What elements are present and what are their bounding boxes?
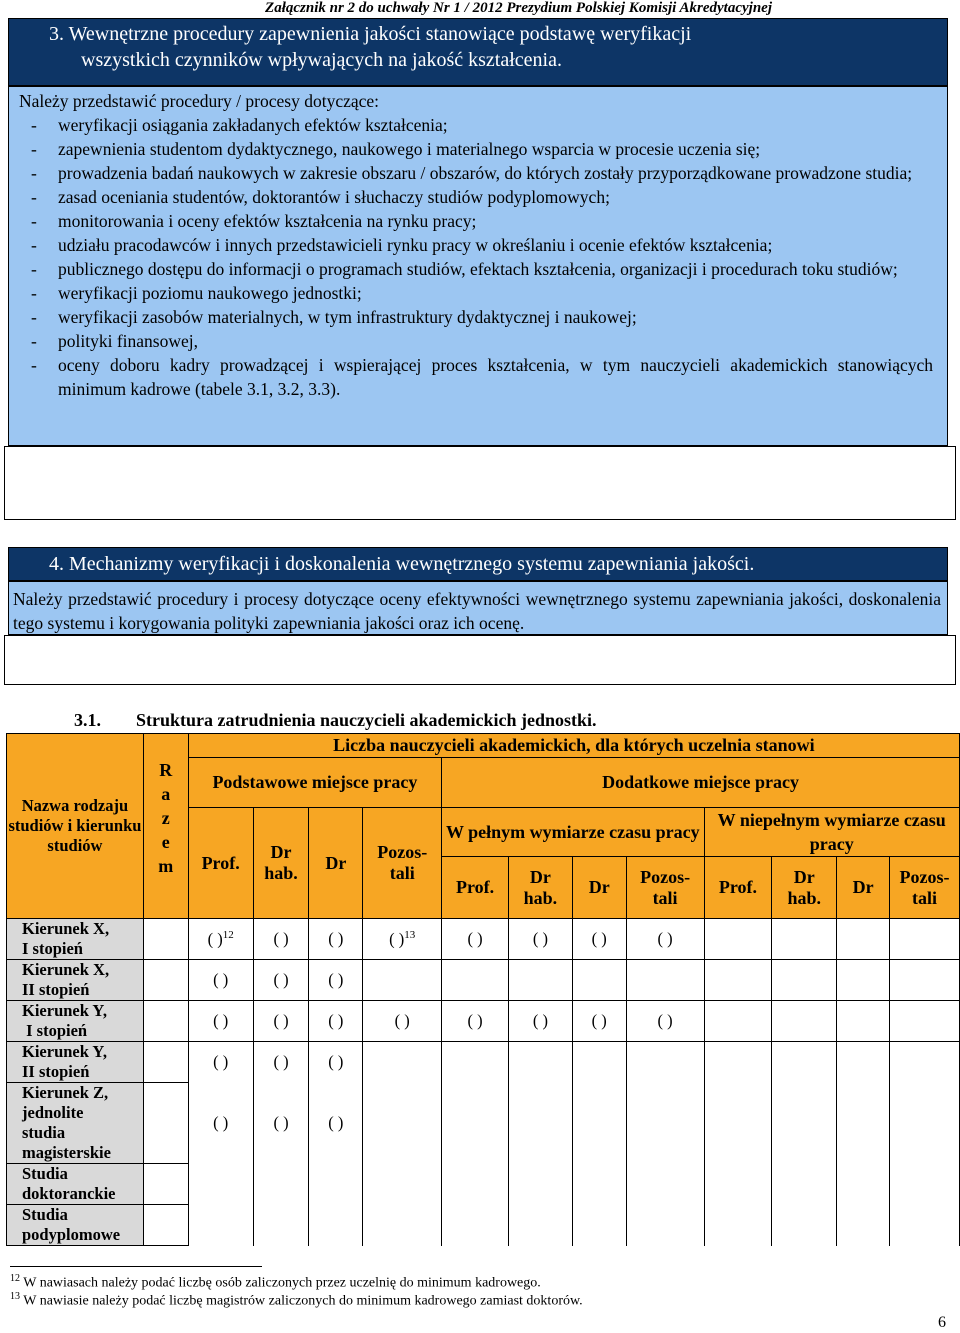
count-placeholder: ( ) <box>657 1011 673 1030</box>
list-dash: - <box>31 235 37 255</box>
count-placeholder: ( ) <box>532 929 548 948</box>
header-niepelny-poz-l1: Pozos- <box>899 866 950 887</box>
header-niepelny: W niepełnym wymiarze czasu pracy <box>704 808 960 857</box>
row-study-name-line: podyplomowe <box>22 1225 121 1244</box>
count-placeholder: ( ) <box>591 1011 607 1030</box>
row-count-cell[interactable] <box>188 1164 253 1205</box>
section4-title <box>8 547 948 581</box>
row-count-cell[interactable] <box>772 960 837 1001</box>
row-study-name-line: jednolite <box>22 1103 84 1122</box>
row-razem-cell[interactable] <box>143 1205 188 1246</box>
table-row <box>7 1164 960 1205</box>
row-count-cell[interactable] <box>626 1205 704 1246</box>
header-dodatkowe: Dodatkowe miejsce pracy <box>442 758 960 808</box>
row-count-cell[interactable] <box>508 1164 572 1205</box>
header-razem-letter: e <box>161 831 170 852</box>
count-placeholder: ( ) <box>273 970 289 989</box>
section3-item-text: weryfikacji poziomu naukowego jednostki; <box>58 283 362 303</box>
row-count-cell[interactable] <box>890 1001 960 1042</box>
list-dash: - <box>31 331 37 351</box>
row-count-cell[interactable] <box>890 1205 960 1246</box>
table-row <box>7 1042 960 1083</box>
row-count-cell[interactable] <box>363 1164 442 1205</box>
table-row <box>7 1083 960 1164</box>
header-blank <box>143 734 188 758</box>
table31-number: 3.1. <box>74 710 101 730</box>
count-placeholder: ( ) <box>213 1113 229 1132</box>
list-dash: - <box>31 187 37 207</box>
count-placeholder: ( ) <box>213 1011 229 1030</box>
section3-item <box>19 353 933 401</box>
count-placeholder: ( ) <box>328 970 344 989</box>
header-pelny-dr: Dr <box>572 857 626 919</box>
count-placeholder: ( ) <box>273 1113 289 1132</box>
list-dash: - <box>31 355 37 375</box>
row-count-cell[interactable] <box>572 1164 626 1205</box>
row-study-name-line: II stopień <box>22 1062 90 1081</box>
header-pelny-drhab-l1: Dr <box>529 866 551 887</box>
list-dash: - <box>31 139 37 159</box>
row-count-cell[interactable] <box>572 960 626 1001</box>
row-count-cell[interactable] <box>309 1205 363 1246</box>
count-placeholder: ( ) <box>328 929 344 948</box>
row-count-cell[interactable] <box>704 1205 772 1246</box>
row-count-cell[interactable] <box>188 1001 253 1042</box>
row-study-name <box>7 919 144 960</box>
row-count-cell[interactable] <box>508 1205 572 1246</box>
page-number: 6 <box>938 1314 946 1331</box>
row-count-cell[interactable] <box>837 1205 890 1246</box>
row-count-cell[interactable] <box>442 960 509 1001</box>
row-count-cell[interactable] <box>626 919 704 960</box>
row-count-cell[interactable] <box>572 919 626 960</box>
section3-item <box>19 257 933 281</box>
header-razem-letter: m <box>158 855 174 876</box>
row-count-cell[interactable] <box>508 1001 572 1042</box>
count-placeholder: ( ) <box>657 929 673 948</box>
section3-title-line1: 3. Wewnętrzne procedury zapewnienia jakości stanowiące podstawę weryfikacji <box>49 23 692 45</box>
row-study-name <box>7 1205 144 1246</box>
list-dash: - <box>31 307 37 327</box>
header-niepelny-dr: Dr <box>837 857 890 919</box>
footnote-13 <box>10 1291 583 1310</box>
section3-item <box>19 233 933 257</box>
section3-item-text: oceny doboru kadry prowadzącej i wspierającej proces kształcenia, w tym nauczycieli akademickich stanowiących minimum kadrowe (tabele 3.1, 3.2, 3.3). <box>58 355 933 399</box>
section3-item-list <box>19 113 933 401</box>
row-study-name-line: I stopień <box>22 1021 88 1040</box>
row-count-cell[interactable] <box>253 1164 309 1205</box>
row-count-cell[interactable] <box>626 1164 704 1205</box>
row-count-cell[interactable] <box>704 1164 772 1205</box>
row-count-cell[interactable] <box>890 1083 960 1164</box>
header-pelny-drhab <box>508 857 572 919</box>
row-count-cell[interactable] <box>363 960 442 1001</box>
row-count-cell[interactable] <box>772 1205 837 1246</box>
header-podst-drhab-l1: Dr <box>270 842 292 862</box>
row-count-cell[interactable] <box>508 960 572 1001</box>
section3-answer-field[interactable] <box>4 446 956 520</box>
header-razem-letter: z <box>161 807 170 828</box>
row-study-name <box>7 1083 144 1164</box>
footnote-12-number: 12 <box>10 1273 20 1284</box>
row-count-cell[interactable] <box>704 1042 772 1083</box>
section3-item <box>19 305 933 329</box>
header-podst-poz-l2: tali <box>389 863 415 883</box>
row-count-cell[interactable] <box>837 919 890 960</box>
footnote-12 <box>10 1273 541 1292</box>
row-count-cell[interactable] <box>837 960 890 1001</box>
footnote-12-text: W nawiasach należy podać liczbę osób zaliczonych przez uczelnię do minimum kadrowego. <box>20 1275 541 1291</box>
row-razem-cell[interactable] <box>143 1083 188 1164</box>
row-razem-cell[interactable] <box>143 1042 188 1083</box>
header-study-name-text: Nazwa rodzaju studiów i kierunku studiów <box>8 796 142 855</box>
row-count-cell[interactable] <box>188 1042 253 1083</box>
row-count-cell[interactable] <box>442 1164 509 1205</box>
header-pelny-poz-l1: Pozos- <box>640 866 691 887</box>
row-count-cell[interactable] <box>442 1042 509 1083</box>
table31-caption <box>74 710 597 731</box>
row-count-cell[interactable] <box>837 1083 890 1164</box>
row-count-cell[interactable] <box>309 919 363 960</box>
row-count-cell[interactable] <box>704 960 772 1001</box>
row-count-cell[interactable] <box>253 1001 309 1042</box>
table-row <box>7 960 960 1001</box>
document-header-note: Załącznik nr 2 do uchwały Nr 1 / 2012 Prezydium Polskiej Komisji Akredytacyjnej <box>265 0 772 16</box>
section3-item-text: prowadzenia badań naukowych w zakresie obszaru / obszarów, do których zostały przyporządkowane prowadzone studia; <box>58 163 913 183</box>
row-count-cell[interactable] <box>837 1164 890 1205</box>
count-placeholder: ( ) <box>394 1011 410 1030</box>
footnote-separator <box>10 1266 262 1267</box>
section3-item-text: monitorowania i oceny efektów kształcenia na rynku pracy; <box>58 211 477 231</box>
count-placeholder: ( ) <box>273 1052 289 1072</box>
table-row <box>7 1001 960 1042</box>
section4-answer-field[interactable] <box>4 635 956 685</box>
section4-title-text: 4. Mechanizmy weryfikacji i doskonalenia wewnętrznego systemu zapewniania jakości. <box>49 553 755 575</box>
section3-item-text: zasad oceniania studentów, doktorantów i słuchaczy studiów podyplomowych; <box>58 187 610 207</box>
row-study-name <box>7 1164 144 1205</box>
count-placeholder: ( ) <box>532 1011 548 1030</box>
section3-title-line2: wszystkich czynników wpływających na jakość kształcenia. <box>81 49 562 71</box>
row-study-name <box>7 1042 144 1083</box>
row-count-cell[interactable] <box>253 960 309 1001</box>
row-count-cell[interactable] <box>508 919 572 960</box>
section3-item <box>19 161 933 185</box>
section4-description <box>8 581 948 635</box>
footnote-13-number: 13 <box>10 1291 20 1302</box>
row-count-cell[interactable] <box>890 960 960 1001</box>
row-count-cell[interactable] <box>890 1164 960 1205</box>
section3-item-text: weryfikacji zasobów materialnych, w tym infrastruktury dydaktycznej i naukowej; <box>58 307 637 327</box>
row-count-cell[interactable] <box>772 1001 837 1042</box>
row-count-cell[interactable] <box>890 919 960 960</box>
table-row <box>7 1205 960 1246</box>
header-razem-letter: R <box>159 759 173 780</box>
section3-item <box>19 209 933 233</box>
row-count-cell[interactable] <box>772 1164 837 1205</box>
row-count-cell[interactable] <box>442 1001 509 1042</box>
header-niepelny-pozostali <box>890 857 960 919</box>
header-podstawowe: Podstawowe miejsce pracy <box>188 758 441 808</box>
header-podst-drhab <box>253 808 309 919</box>
row-count-cell[interactable] <box>704 1083 772 1164</box>
row-count-cell[interactable] <box>572 1083 626 1164</box>
header-podst-dr: Dr <box>309 808 363 919</box>
row-study-name-line: Kierunek Z, <box>22 1083 109 1102</box>
section3-item-text: udziału pracodawców i innych przedstawicieli rynku pracy w określaniu i ocenie efektów kształcenia; <box>58 235 773 255</box>
row-count-cell[interactable] <box>626 1001 704 1042</box>
header-study-name <box>7 734 144 919</box>
section3-item-text: publicznego dostępu do informacji o programach studiów, efektach kształcenia, organizacji i procedurach toku studiów; <box>58 259 898 279</box>
header-niepelny-drhab-l1: Dr <box>793 866 815 887</box>
header-main: Liczba nauczycieli akademickich, dla których uczelnia stanowi <box>188 734 959 758</box>
count-placeholder: ( ) <box>273 1011 289 1030</box>
row-study-name <box>7 960 144 1001</box>
row-study-name-line: Kierunek Y, <box>22 1001 107 1020</box>
row-count-cell[interactable] <box>188 960 253 1001</box>
row-study-name-line: Kierunek X, <box>22 960 110 979</box>
header-razem <box>143 758 188 919</box>
count-placeholder: ( ) <box>207 929 223 949</box>
section3-intro: Należy przedstawić procedury / procesy dotyczące: <box>19 91 380 111</box>
count-placeholder: ( ) <box>213 970 229 989</box>
row-count-cell[interactable] <box>363 919 442 960</box>
table31-employment-structure <box>6 733 960 1246</box>
row-count-cell[interactable] <box>704 919 772 960</box>
row-count-cell[interactable] <box>309 1083 363 1164</box>
row-count-cell[interactable] <box>442 1083 509 1164</box>
row-count-cell[interactable] <box>309 960 363 1001</box>
row-count-cell[interactable] <box>253 919 309 960</box>
count-placeholder: ( ) <box>467 929 483 948</box>
row-count-cell[interactable] <box>363 1083 442 1164</box>
table31-title: Struktura zatrudnienia nauczycieli akademickich jednostki. <box>136 710 597 730</box>
count-placeholder: ( ) <box>389 929 405 949</box>
footnote-reference: 12 <box>222 928 234 941</box>
section3-description <box>8 86 948 446</box>
count-placeholder: ( ) <box>328 1052 344 1072</box>
list-dash: - <box>31 163 37 183</box>
row-count-cell[interactable] <box>309 1001 363 1042</box>
row-count-cell[interactable] <box>363 1205 442 1246</box>
header-niepelny-drhab-l2: hab. <box>787 887 822 908</box>
list-dash: - <box>31 259 37 279</box>
section3-item <box>19 137 933 161</box>
row-count-cell[interactable] <box>837 1001 890 1042</box>
header-pelny-poz-l2: tali <box>652 887 678 908</box>
row-count-cell[interactable] <box>253 1083 309 1164</box>
row-razem-cell[interactable] <box>143 1164 188 1205</box>
section3-item <box>19 113 933 137</box>
section4-desc-text: Należy przedstawić procedury i procesy dotyczące oceny efektywności wewnętrznego systemu zapewniania jakości, doskonalenia tego systemu i korygowania polityki zapewniania jakości oraz ich ocenę. <box>13 589 941 633</box>
section3-item <box>19 329 933 353</box>
row-count-cell[interactable] <box>442 1205 509 1246</box>
section3-item <box>19 185 933 209</box>
row-study-name-line: Kierunek X, <box>22 919 110 938</box>
header-pelny-drhab-l2: hab. <box>523 887 558 908</box>
row-razem-cell[interactable] <box>143 1001 188 1042</box>
row-count-cell[interactable] <box>188 1083 253 1164</box>
row-count-cell[interactable] <box>253 1042 309 1083</box>
row-count-cell[interactable] <box>837 1042 890 1083</box>
section3-item-text: weryfikacji osiągania zakładanych efektów kształcenia; <box>58 115 448 135</box>
row-count-cell[interactable] <box>188 1205 253 1246</box>
footnote-reference: 13 <box>404 928 416 941</box>
row-razem-cell[interactable] <box>143 919 188 960</box>
row-count-cell[interactable] <box>309 1164 363 1205</box>
row-count-cell[interactable] <box>626 1042 704 1083</box>
header-razem-letter: a <box>161 783 171 804</box>
section3-item-text: zapewnienia studentom dydaktycznego, naukowego i materialnego wsparcia w procesie uczenia się; <box>58 139 761 159</box>
row-count-cell[interactable] <box>253 1205 309 1246</box>
section3-item-text: polityki finansowej, <box>58 331 198 351</box>
list-dash: - <box>31 115 37 135</box>
row-study-name-line: II stopień <box>22 980 90 999</box>
row-razem-cell[interactable] <box>143 960 188 1001</box>
header-podst-drhab-l2: hab. <box>264 863 298 883</box>
row-count-cell[interactable] <box>508 1083 572 1164</box>
row-count-cell[interactable] <box>188 919 253 960</box>
count-placeholder: ( ) <box>273 929 289 948</box>
row-count-cell[interactable] <box>508 1042 572 1083</box>
row-count-cell[interactable] <box>309 1042 363 1083</box>
count-placeholder: ( ) <box>328 1113 344 1132</box>
header-pelny: W pełnym wymiarze czasu pracy <box>442 808 704 857</box>
row-study-name-line: Studia <box>22 1205 68 1224</box>
list-dash: - <box>31 283 37 303</box>
row-study-name-line: doktoranckie <box>22 1184 116 1203</box>
row-count-cell[interactable] <box>890 1042 960 1083</box>
row-count-cell[interactable] <box>772 919 837 960</box>
row-count-cell[interactable] <box>626 960 704 1001</box>
header-niepelny-prof: Prof. <box>704 857 772 919</box>
row-study-name <box>7 1001 144 1042</box>
footnote-13-text: W nawiasie należy podać liczbę magistrów zaliczonych do minimum kadrowego zamiast doktorów. <box>20 1293 583 1309</box>
list-dash: - <box>31 211 37 231</box>
row-count-cell[interactable] <box>572 1001 626 1042</box>
row-count-cell[interactable] <box>442 919 509 960</box>
count-placeholder: ( ) <box>213 1052 229 1072</box>
header-pelny-prof: Prof. <box>442 857 509 919</box>
row-count-cell[interactable] <box>704 1001 772 1042</box>
row-study-name-line: Kierunek Y, <box>22 1042 107 1061</box>
row-count-cell[interactable] <box>572 1205 626 1246</box>
row-count-cell[interactable] <box>772 1083 837 1164</box>
count-placeholder: ( ) <box>467 1011 483 1030</box>
header-podst-pozostali <box>363 808 442 919</box>
header-niepelny-poz-l2: tali <box>912 887 937 908</box>
section3-item <box>19 281 933 305</box>
row-study-name-line: studia <box>22 1123 66 1142</box>
count-placeholder: ( ) <box>328 1011 344 1030</box>
row-count-cell[interactable] <box>363 1001 442 1042</box>
table-row <box>7 919 960 960</box>
row-count-cell[interactable] <box>626 1083 704 1164</box>
row-study-name-line: Studia <box>22 1164 68 1183</box>
count-placeholder: ( ) <box>591 929 607 948</box>
row-count-cell[interactable] <box>363 1042 442 1083</box>
header-podst-prof: Prof. <box>188 808 253 919</box>
section3-title <box>8 18 948 86</box>
row-count-cell[interactable] <box>572 1042 626 1083</box>
row-count-cell[interactable] <box>772 1042 837 1083</box>
header-podst-poz-l1: Pozos- <box>377 842 428 862</box>
row-study-name-line: I stopień <box>22 939 83 958</box>
row-study-name-line: magisterskie <box>22 1143 111 1162</box>
header-pelny-pozostali <box>626 857 704 919</box>
header-niepelny-drhab <box>772 857 837 919</box>
